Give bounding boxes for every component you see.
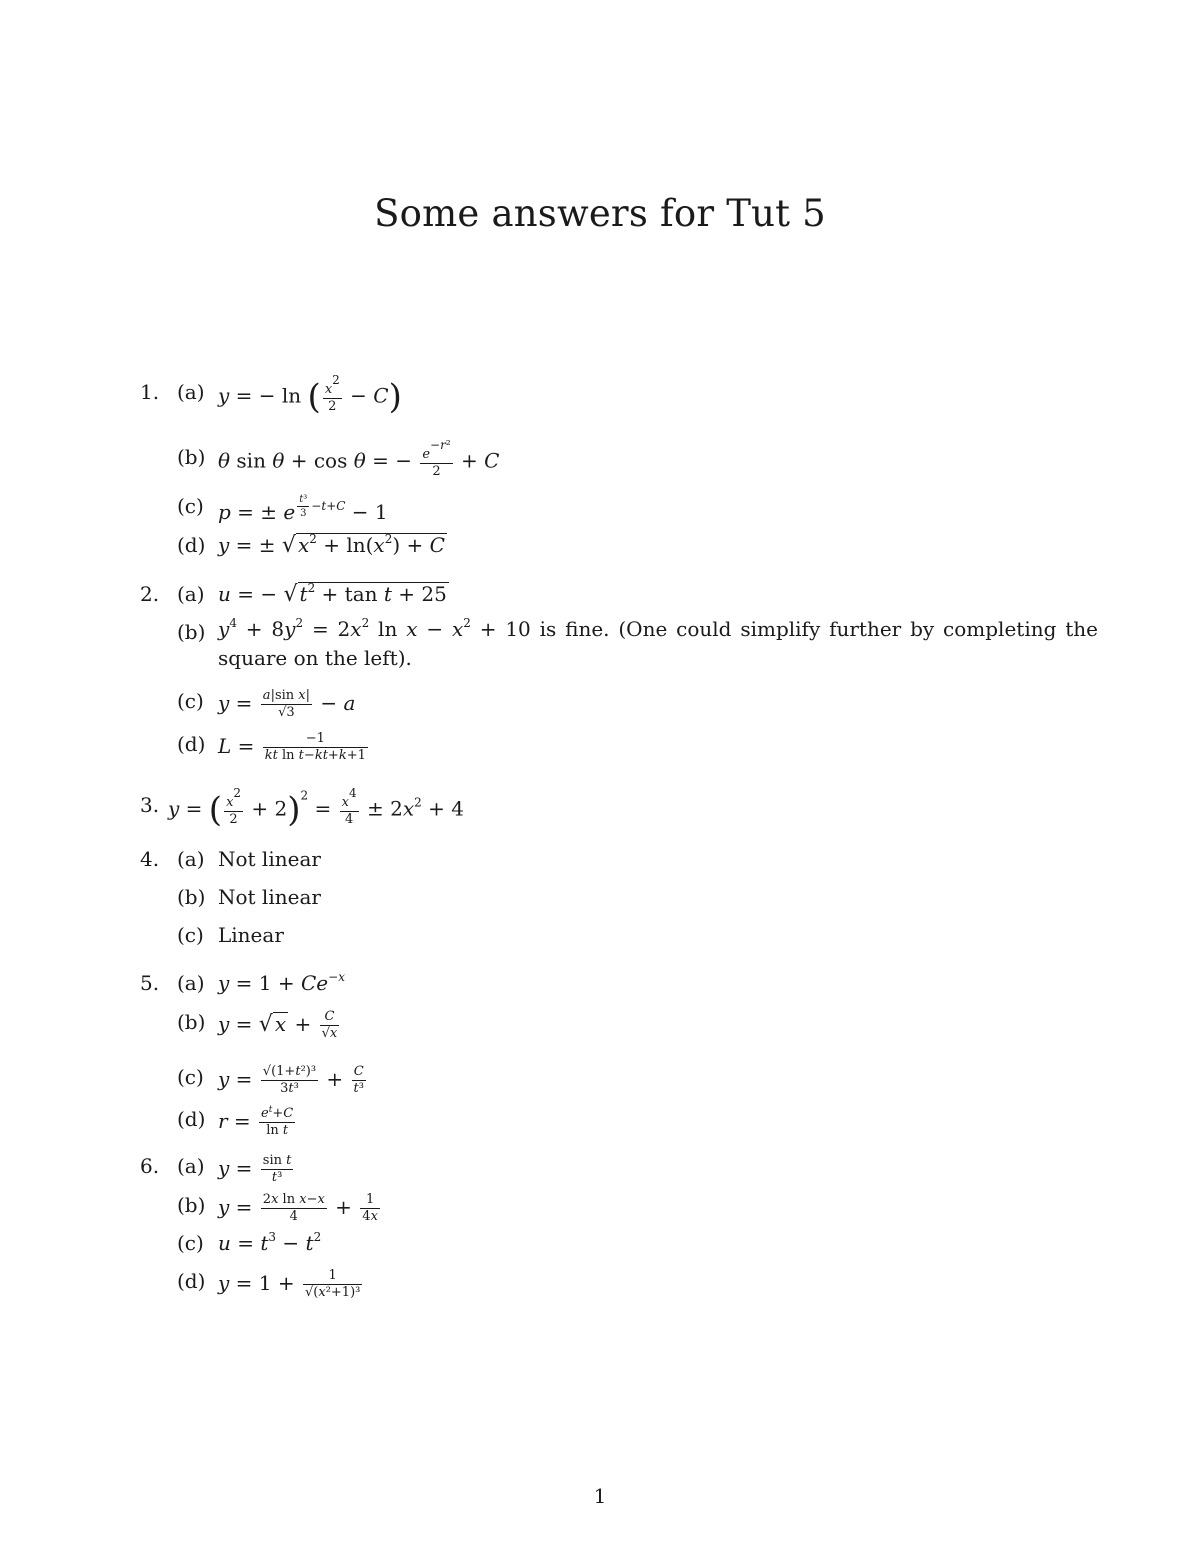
part-label: (a) [177, 971, 205, 995]
question-number: 3. [140, 793, 160, 817]
part-label: (c) [177, 923, 204, 947]
answer-4c-text: Linear [218, 923, 284, 947]
question-number: 6. [140, 1154, 160, 1178]
answer-6c-expression: $u = t^3 - t^2$ [218, 1230, 322, 1255]
part-label: (b) [177, 1193, 206, 1217]
part-label: (d) [177, 732, 206, 756]
part-label: (d) [177, 533, 206, 557]
part-label: (b) [177, 620, 206, 644]
answer-4b-text: Not linear [218, 885, 321, 909]
answer-1a-expression: y = − ln ( $\frac{x^2}{2}$ − C) [218, 373, 402, 417]
part-label: (c) [177, 494, 204, 518]
answer-2d-expression: L = $\frac{-1}{\text{kt ln t−kt+k+1}}$ [218, 731, 366, 763]
answer-2c-expression: y = $\frac{\text{a|sin x|}}{√3}$ − a [218, 688, 356, 720]
answer-2b-text: $y^4 + 8y^2 = 2x^2$ $\ln x - x^2 + 10$ is fine. (One could simplify further by completing the square on the left). [218, 616, 1099, 670]
answer-6d-expression: y = 1 + $\frac{1}{\text{√(x²+1)³}}$ [218, 1268, 361, 1300]
part-label: (a) [177, 1154, 205, 1178]
part-label: (a) [177, 582, 205, 606]
part-label: (c) [177, 1065, 204, 1089]
answer-6b-expression: y = $\frac{\text{2x ln x−x}}{4}$ + $\frac{1}{4x}$ [218, 1192, 378, 1224]
page-number: 1 [593, 1484, 607, 1508]
answer-5d-expression: r = $\frac{e^t+C}{\text{ln t}}$ [218, 1105, 294, 1138]
part-label: (d) [177, 1269, 206, 1293]
answer-5b-expression: y = √ x + $\frac{C}{√x}$ [218, 1009, 338, 1041]
question-number: 2. [140, 582, 160, 606]
question-number: 1. [140, 380, 160, 404]
part-label: (a) [177, 847, 205, 871]
answer-5c-expression: y = $\frac{\text{√(1+t²)³}}{\text{3t³}}$ + $\frac{C}{\text{t³}}$ [218, 1064, 364, 1096]
question-number: 5. [140, 971, 160, 995]
answer-1d-expression: y = ± √ $x^2 + \ln(x^2) + C$ [218, 532, 445, 558]
answer-3-expression: y = ( $\frac{x^2}{2}$ + 2)$^2$ = $\frac{x^4}{4}$ ± $2x^2 + 4$ [168, 786, 464, 830]
part-label: (a) [177, 380, 205, 404]
question-number: 4. [140, 847, 160, 871]
answer-5a-expression: $y = 1 + Ce^{-x}$ [218, 970, 345, 995]
answer-1b-expression: θ sin θ + cos θ = − $\frac{e^{-r^2}}{2}$ + C [218, 438, 500, 479]
part-label: (c) [177, 689, 204, 713]
part-label: (b) [177, 445, 206, 469]
part-label: (b) [177, 885, 206, 909]
answer-4a-text: Not linear [218, 847, 321, 871]
page-title: Some answers for Tut 5 [374, 192, 826, 235]
part-label: (b) [177, 1010, 206, 1034]
answer-2a-expression: u = − √ $t^2 + \tan t + 25$ [218, 581, 447, 607]
answer-6a-expression: y = $\frac{\text{sin t}}{\text{t³}}$ [218, 1153, 292, 1185]
answer-1c-expression: p = ± e $^{\frac{\text{t³}}{3} -t+C}$ − 1 [218, 494, 388, 524]
part-label: (c) [177, 1231, 204, 1255]
part-label: (d) [177, 1107, 206, 1131]
